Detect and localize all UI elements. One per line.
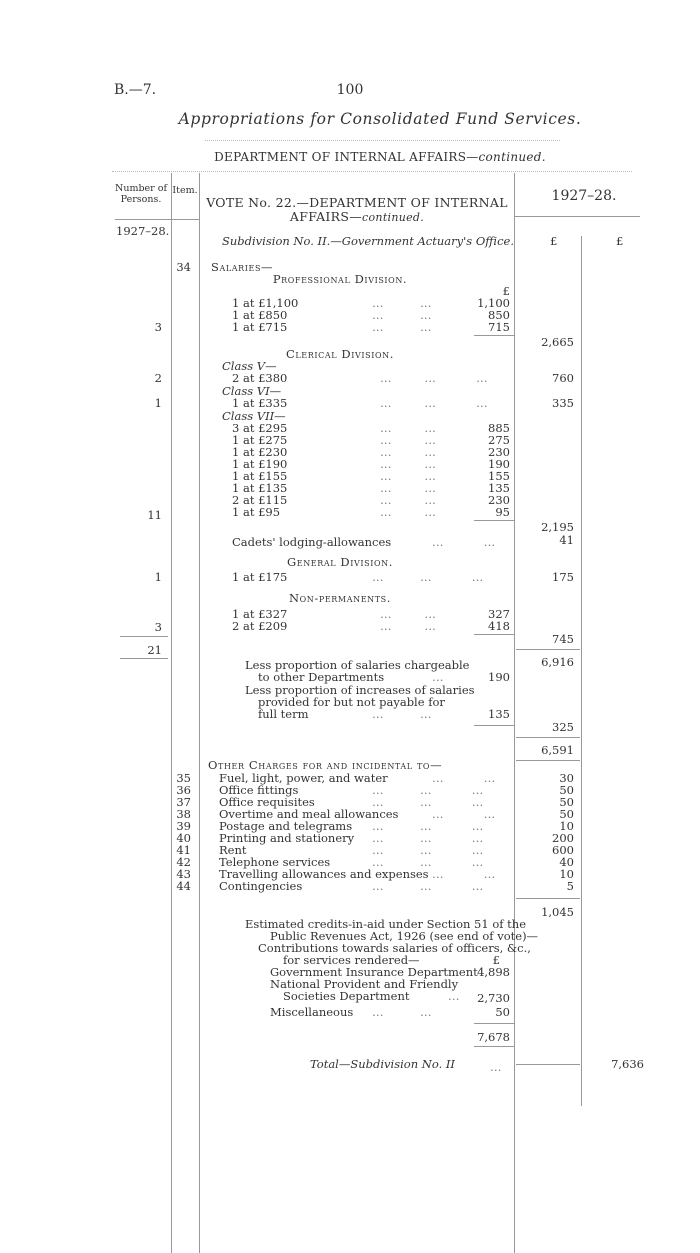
pound-sign: £: [502, 284, 510, 298]
charge-label: Rent: [219, 843, 247, 857]
division-heading: Professional Division.: [272, 272, 408, 286]
salary-amount: 885: [488, 421, 510, 435]
amount: 760: [552, 371, 574, 385]
persons-count: 11: [147, 508, 162, 522]
salary-label: 3 at £295: [232, 421, 288, 435]
credits-line: National Provident and Friendly: [270, 977, 459, 991]
salary-amount: 95: [495, 505, 510, 519]
item-number: 41: [176, 843, 191, 857]
salary-label: 1 at £230: [232, 445, 288, 459]
salary-amount: 327: [488, 607, 510, 621]
pound-sign: £: [616, 234, 624, 248]
salary-label: 1 at £95: [232, 505, 281, 519]
salary-label: 1 at £715: [232, 320, 288, 334]
item-number: 42: [176, 855, 191, 869]
page-title: Appropriations for Consolidated Fund Services.: [178, 110, 582, 128]
less-line: full term: [258, 707, 309, 721]
credits-line: Miscellaneous: [270, 1005, 354, 1019]
item-number: 37: [176, 795, 191, 809]
salary-label: 1 at £135: [232, 481, 288, 495]
credits-total: 7,678: [477, 1030, 510, 1044]
charge-label: Fuel, light, power, and water: [219, 771, 388, 785]
salary-amount: 418: [488, 619, 510, 633]
salary-amount: 715: [488, 320, 510, 334]
amount: 41: [559, 533, 574, 547]
division-heading: Clerical Division.: [286, 347, 394, 361]
credits-line: Public Revenues Act, 1926 (see end of vote)—: [270, 929, 539, 943]
salary-label: 1 at £850: [232, 308, 288, 322]
subdivision-title: Subdivision No. II.—Government Actuary's Office.: [222, 234, 514, 248]
less-amount: 135: [488, 707, 510, 721]
charge-label: Overtime and meal allowances: [219, 807, 399, 821]
salary-label: 1 at £155: [232, 469, 288, 483]
net-total: 6,591: [541, 743, 574, 757]
item-number: 38: [176, 807, 191, 821]
charge-amount: 600: [552, 843, 574, 857]
charge-label: Postage and telegrams: [219, 819, 353, 833]
credits-line: Government Insurance Department: [270, 965, 478, 979]
grand-total: 7,636: [611, 1057, 644, 1071]
persons-count: 1: [154, 570, 162, 584]
persons-count: 2: [154, 371, 162, 385]
division-heading: General Division.: [286, 555, 393, 569]
salary-label: 1 at £335: [232, 396, 288, 410]
item-number: 43: [176, 867, 191, 881]
charge-label: Contingencies: [219, 879, 303, 893]
pound-sign: £: [492, 953, 500, 967]
salary-label: 1 at £327: [232, 607, 288, 621]
charge-label: Office fittings: [219, 783, 299, 797]
salary-label: 1 at £1,100: [232, 296, 299, 310]
charge-label: Printing and stationery: [219, 831, 355, 845]
less-line: Less proportion of increases of salaries: [245, 683, 475, 697]
charge-amount: 10: [559, 819, 574, 833]
class-heading: Class VII—: [222, 409, 286, 423]
gross-total: 6,916: [541, 655, 574, 669]
persons-year: 1927–28.: [116, 224, 170, 238]
salary-label: 1 at £275: [232, 433, 288, 447]
item-number: 40: [176, 831, 191, 845]
charges-total: 1,045: [541, 905, 574, 919]
charge-label: Office requisites: [219, 795, 315, 809]
item-number: 39: [176, 819, 191, 833]
charge-label: Travelling allowances and expenses: [219, 867, 429, 881]
salary-amount: 155: [488, 469, 510, 483]
division-heading: Non-permanents.: [288, 591, 392, 605]
item-number: 35: [176, 771, 191, 785]
salary-label: 2 at £380: [232, 371, 288, 385]
item-number: 34: [176, 260, 191, 274]
amount: 335: [552, 396, 574, 410]
column-divider: [171, 173, 172, 1253]
cadets-label: Cadets' lodging-allowances: [232, 535, 392, 549]
salary-label: 2 at £209: [232, 619, 288, 633]
credits-line: Societies Department: [283, 989, 410, 1003]
item-number: 44: [176, 879, 191, 893]
class-heading: Class V—: [222, 359, 277, 373]
salary-amount: 135: [488, 481, 510, 495]
charge-amount: 10: [559, 867, 574, 881]
persons-count: 3: [154, 320, 162, 334]
subtotal: 2,665: [541, 335, 574, 349]
page-ref: B.—7.: [114, 82, 157, 98]
less-amount: 190: [488, 670, 510, 684]
year-heading: 1927–28.: [551, 188, 617, 204]
less-total: 325: [552, 720, 574, 734]
charge-amount: 40: [559, 855, 574, 869]
credits-line: Contributions towards salaries of officers, &c.,: [258, 941, 531, 955]
page-number: 100: [336, 82, 364, 98]
charge-amount: 50: [559, 783, 574, 797]
charge-amount: 30: [559, 771, 574, 785]
charge-amount: 200: [552, 831, 574, 845]
salary-label: 2 at £115: [232, 493, 288, 507]
charge-amount: 5: [566, 879, 574, 893]
department-title: DEPARTMENT OF INTERNAL AFFAIRS—continued.: [214, 150, 546, 164]
salary-amount: 190: [488, 457, 510, 471]
less-line: provided for but not payable for: [258, 695, 445, 709]
credits-line: for services rendered—: [283, 953, 420, 967]
charge-amount: 50: [559, 795, 574, 809]
salary-amount: 1,100: [477, 296, 510, 310]
charge-label: Telephone services: [219, 855, 331, 869]
section-heading: Other Charges for and incidental to—: [208, 758, 443, 772]
item-number: 36: [176, 783, 191, 797]
class-heading: Class VI—: [222, 384, 282, 398]
persons-count: 1: [154, 396, 162, 410]
less-line: to other Departments: [258, 670, 385, 684]
salary-amount: 850: [488, 308, 510, 322]
total-label: Total—Subdivision No. II: [310, 1057, 455, 1071]
vote-heading-1: VOTE No. 22.—DEPARTMENT OF INTERNAL: [206, 195, 508, 210]
salary-amount: 230: [488, 445, 510, 459]
credits-amount: 4,898: [477, 965, 510, 979]
subtotal: 745: [552, 632, 574, 646]
persons-count: 3: [154, 620, 162, 634]
pound-sign: £: [550, 234, 558, 248]
persons-total: 21: [147, 643, 162, 657]
charge-amount: 50: [559, 807, 574, 821]
amount: 175: [552, 570, 574, 584]
section-heading: Salaries—: [211, 260, 274, 274]
salary-amount: 230: [488, 493, 510, 507]
persons-column-head: Number of Persons.: [115, 183, 167, 205]
column-divider: [199, 173, 200, 1253]
salary-label: 1 at £190: [232, 457, 288, 471]
column-divider: [581, 236, 582, 1106]
item-column-head: Item.: [172, 185, 198, 196]
vote-heading-2: AFFAIRS—continued.: [289, 209, 425, 224]
credits-line: Estimated credits-in-aid under Section 51 of the: [245, 917, 527, 931]
credits-amount: 2,730: [477, 991, 510, 1005]
subtotal: 2,195: [541, 520, 574, 534]
salary-amount: 275: [488, 433, 510, 447]
credits-amount: 50: [495, 1005, 510, 1019]
less-line: Less proportion of salaries chargeable: [245, 658, 470, 672]
salary-label: 1 at £175: [232, 570, 288, 584]
